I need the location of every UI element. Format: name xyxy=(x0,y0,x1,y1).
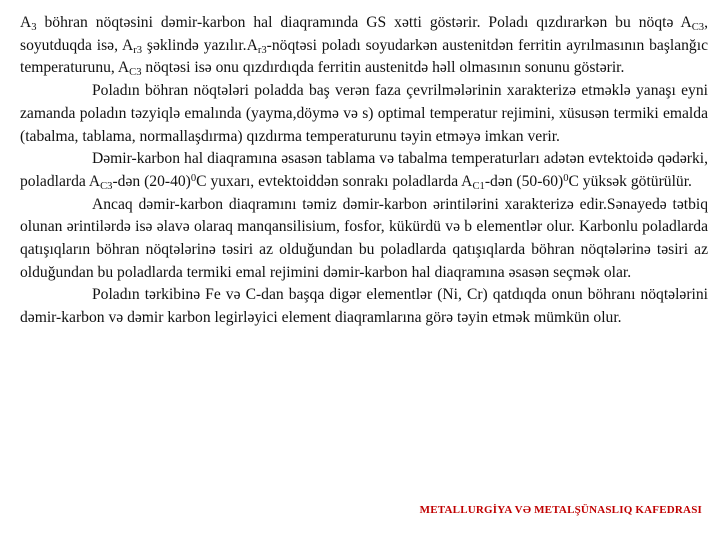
paragraph-intro xyxy=(20,12,708,80)
text-run: şəklində yazılır.A xyxy=(142,36,258,54)
text-run: nöqtəsi isə onu qızdırdıqda ferritin austenitdə həll olmasının sonunu göstərir. xyxy=(141,59,625,77)
document-body xyxy=(20,12,708,330)
paragraph-temperatures xyxy=(20,148,708,193)
paragraph-alloying: Poladın tərkibinə Fe və C-dan başqa digər elementlər (Ni, Cr) qatdıqda onun böhranı nöqtələrini dəmir-karbon və dəmir karbon legirləyici element diaqramlarına görə təyin etmək mümkün olur. xyxy=(20,286,708,327)
text-run: -nöqtəsi poladı soyudarkən austenitdən ferritin ayrılmasının başlanğıc temperaturunu, A xyxy=(20,36,708,77)
text-run: -dən (50-60) xyxy=(484,172,564,190)
superscript: 0 xyxy=(190,173,197,185)
text-run: Dəmir-karbon hal diaqramına əsasən tablama və tabalma temperaturları adətən evtektoidə qədərki, poladlarda A xyxy=(20,150,708,190)
subscript: 3 xyxy=(31,21,37,33)
text-run: , soyutduqda isə, A xyxy=(20,14,708,54)
text-run: -dən (20-40) xyxy=(112,172,191,190)
subscript: C1 xyxy=(472,180,485,192)
department-footer: METALLURGİYA VƏ METALŞÜNASLIQ KAFEDRASI xyxy=(419,504,702,516)
text-run: A xyxy=(20,14,32,31)
subscript: C3 xyxy=(691,21,705,33)
superscript: 0 xyxy=(563,173,569,185)
text-run: C yüksək götürülür. xyxy=(568,172,692,190)
subscript: C3 xyxy=(129,67,142,79)
text-run: C yuxarı, evtektoiddən sonrakı poladlarda A xyxy=(196,172,473,190)
subscript: r3 xyxy=(257,44,267,56)
subscript: C3 xyxy=(100,180,113,192)
text-run: böhran nöqtəsini dəmir-karbon hal diaqramında GS xətti göstərir. Poladı qızdırarkən bu nöqtə A xyxy=(36,14,692,31)
paragraph-impurities: Ancaq dəmir-karbon diaqramını təmiz dəmir-karbon ərintilərini xarakterizə edir.Sənayedə tətbiq olunan ərintilərdə isə əlavə olaraq manqansilisium, fosfor, kükürdü və b elementlər olur. Karbonlu poladlarda qatışıqların böhran nöqtələrinə təsiri az olduğundan bu poladlarda qatışıqlarda böhran nöqtələrinə təsiri az olduğundan bu poladlarda termiki emal rejimini dəmir-karbon hal diaqramına əsasən seçmək olar. xyxy=(20,195,708,281)
subscript: r3 xyxy=(133,44,143,56)
paragraph-critical-points: Poladın böhran nöqtələri poladda baş verən faza çevrilmələrinin xarakterizə etməklə yanaşı eyni zamanda poladın təzyiqlə emalında (yayma,döymə və s) optimal temperatur rejimini, xüsusən termiki emalda (tabalma, tablama, normallaşdırma) qızdırma temperaturunu təyin etməyə imkan verir. xyxy=(20,82,708,145)
